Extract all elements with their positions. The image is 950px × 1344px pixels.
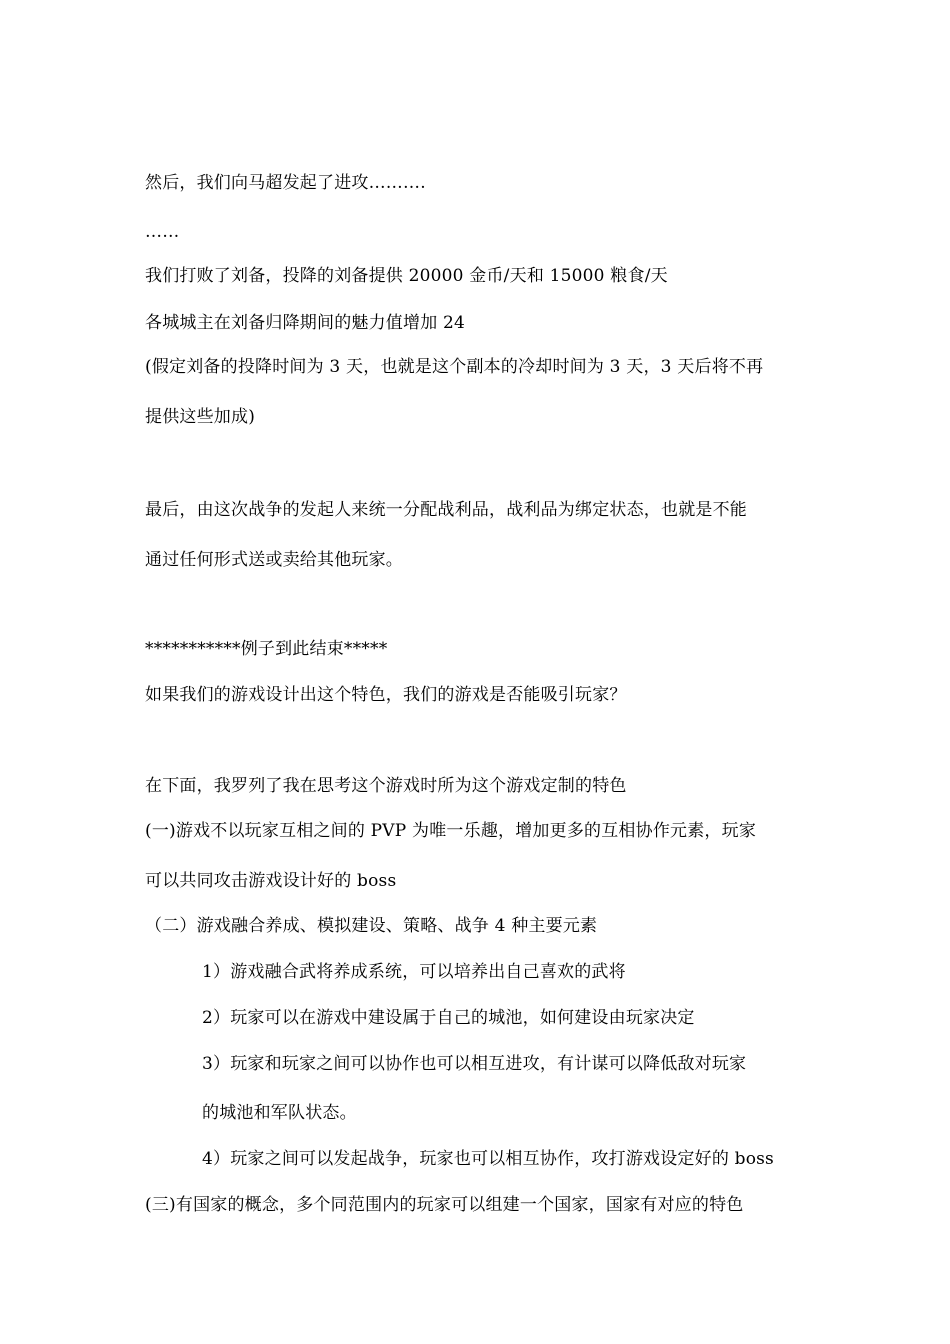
- list-item: （二）游戏融合养成、模拟建设、策略、战争 4 种主要元素: [145, 916, 598, 936]
- sub-list-item: 4）玩家之间可以发起战争，玩家也可以相互协作，攻打游戏设定好的 boss: [202, 1149, 774, 1169]
- sub-list-item: 2）玩家可以在游戏中建设属于自己的城池，如何建设由玩家决定: [202, 1008, 695, 1028]
- sub-list-item: 的城池和军队状态。: [202, 1103, 357, 1123]
- paragraph-line: 如果我们的游戏设计出这个特色，我们的游戏是否能吸引玩家？: [145, 685, 627, 705]
- paragraph-line: 各城城主在刘备归降期间的魅力值增加 24: [145, 313, 466, 333]
- list-item: 可以共同攻击游戏设计好的 boss: [145, 871, 397, 891]
- separator-line: ***********例子到此结束*****: [145, 639, 388, 659]
- paragraph-line: 提供这些加成): [145, 407, 256, 427]
- list-item: (三)有国家的概念，多个同范围内的玩家可以组建一个国家，国家有对应的特色: [145, 1195, 744, 1215]
- paragraph-line: 我们打败了刘备，投降的刘备提供 20000 金币/天和 15000 粮食/天: [145, 266, 668, 286]
- paragraph-line: (假定刘备的投降时间为 3 天，也就是这个副本的冷却时间为 3 天，3 天后将不再: [145, 357, 764, 377]
- list-item: (一)游戏不以玩家互相之间的 PVP 为唯一乐趣，增加更多的互相协作元素，玩家: [145, 821, 757, 841]
- paragraph-line: 最后，由这次战争的发起人来统一分配战利品，战利品为绑定状态，也就是不能: [145, 500, 747, 520]
- sub-list-item: 1）游戏融合武将养成系统，可以培养出自己喜欢的武将: [202, 962, 626, 982]
- paragraph-line: 然后，我们向马超发起了进攻……….: [145, 173, 426, 193]
- paragraph-line: ……: [145, 222, 180, 242]
- paragraph-line: 在下面，我罗列了我在思考这个游戏时所为这个游戏定制的特色: [145, 776, 627, 796]
- sub-list-item: 3）玩家和玩家之间可以协作也可以相互进攻，有计谋可以降低敌对玩家: [202, 1054, 747, 1074]
- paragraph-line: 通过任何形式送或卖给其他玩家。: [145, 550, 403, 570]
